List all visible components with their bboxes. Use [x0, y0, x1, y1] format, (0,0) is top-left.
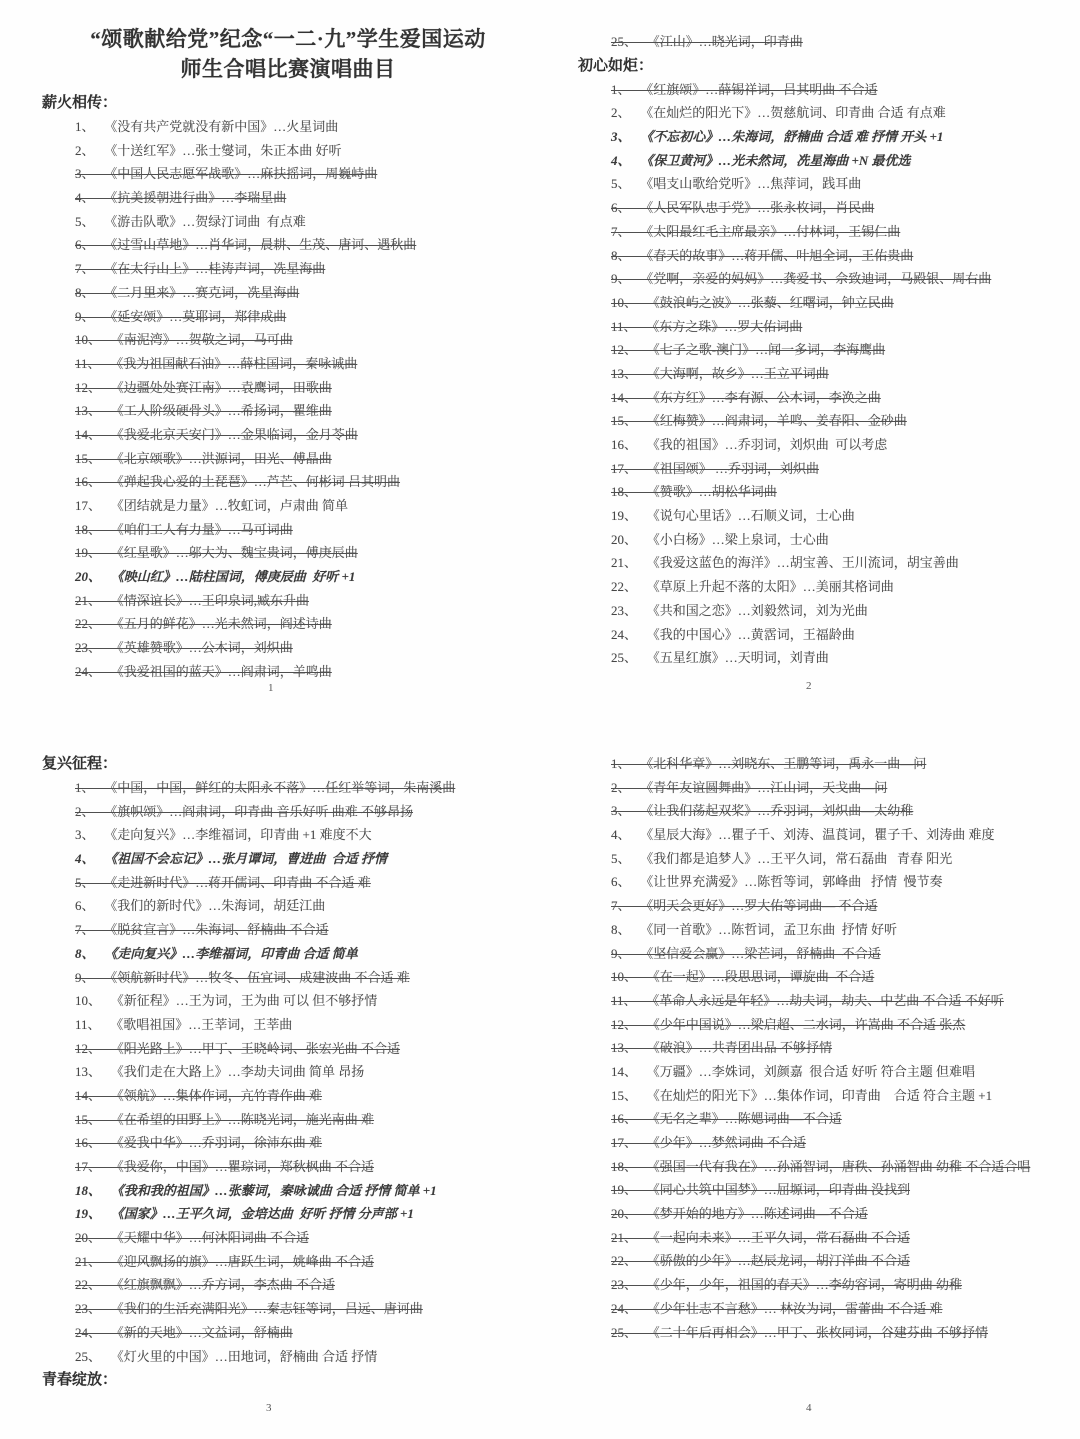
song-item: 7、 《脱贫宣言》…朱海词、舒楠曲 不合适	[75, 922, 329, 938]
song-item: 13、 《工人阶级硬骨头》…希扬词，瞿维曲	[75, 403, 332, 419]
song-item: 15、 《红梅赞》…阎肃词，羊鸣、姜春阳、金砂曲	[611, 413, 907, 429]
song-item: 9、 《领航新时代》…牧冬、伍宜词、成建波曲 不合适 难	[75, 969, 410, 985]
song-item: 20、 《天耀中华》…何沐阳词曲 不合适	[75, 1230, 310, 1246]
song-item: 16、 《弹起我心爱的土琵琶》…芦芒、何彬词 吕其明曲	[75, 474, 401, 490]
song-item: 11、 《歌唱祖国》…王莘词，王莘曲	[75, 1016, 293, 1032]
song-item: 15、 《在希望的田野上》…陈晓光词，施光南曲 难	[75, 1111, 375, 1127]
song-item: 22、 《五月的鲜花》…光未然词，阎述诗曲	[75, 616, 332, 632]
song-item: 10、 《南泥湾》…贺敬之词，马可曲	[75, 332, 293, 348]
song-item: 16、 《爱我中华》…乔羽词，徐沛东曲 难	[75, 1135, 323, 1151]
song-item: 17、 《祖国颂》 …乔羽词，刘炽曲	[611, 460, 820, 476]
song-item: 7、 《太阳最红毛主席最亲》…付林词，王锡仁曲	[611, 223, 901, 239]
page-number-1: 1	[268, 682, 274, 694]
song-item: 11、 《革命人永远是年轻》…劫夫词，劫夫、中艺曲 不合适 不好听	[611, 992, 1004, 1008]
song-item: 9、 《党啊，亲爱的妈妈》…龚爱书、佘致迪词，马殿银、周右曲	[611, 271, 992, 287]
page-title-line: 师生合唱比赛演唱曲目	[180, 57, 396, 81]
song-item: 5、 《游击队歌》…贺绿汀词曲 有点难	[75, 213, 306, 229]
song-item: 5、 《我们都是追梦人》…王平久词，常石磊曲 青春 阳光	[611, 850, 953, 866]
song-item: 8、 《同一首歌》…陈哲词，孟卫东曲 抒情 好听	[611, 921, 898, 937]
song-item: 1、 《红旗颂》…薛锡祥词，吕其明曲 不合适	[611, 81, 878, 97]
song-item: 6、 《我们的新时代》…朱海词，胡廷江曲	[75, 898, 326, 914]
song-item: 14、 《我爱北京天安门》…金果临词，金月苓曲	[75, 426, 358, 442]
song-item: 9、 《坚信爱会赢》…梁芒词，舒楠曲 不合适	[611, 945, 881, 961]
song-item: 3、 《中国人民志愿军战歌》…麻扶摇词，周巍峙曲	[75, 166, 378, 182]
song-item: 12、 《少年中国说》…梁启超、二水词，许嵩曲 不合适 张杰	[611, 1016, 966, 1032]
song-item: 14、 《万疆》…李姝词，刘颜嘉 很合适 好听 符合主题 但难唱	[611, 1063, 976, 1079]
song-item: 10、 《在一起》…段思思词，谭旋曲 不合适	[611, 969, 875, 985]
song-item: 21、 《迎风飘扬的旗》…唐跃生词，姚峰曲 不合适	[75, 1253, 375, 1269]
song-item: 6、 《过雪山草地》…肖华词，晨耕、生茂、唐诃、遇秋曲	[75, 237, 417, 253]
song-item: 8、 《春天的故事》…蒋开儒、叶旭全词，王佑贵曲	[611, 247, 914, 263]
song-item: 22、 《草原上升起不落的太阳》…美丽其格词曲	[611, 579, 894, 595]
song-item: 19、 《说句心里话》…石顺义词，士心曲	[611, 508, 855, 524]
song-item: 13、 《我们走在大路上》…李劫夫词曲 简单 昂扬	[75, 1064, 365, 1080]
song-item: 23、 《少年，少年，祖国的春天》…李幼容词，寄明曲 幼稚	[611, 1277, 963, 1293]
song-item: 15、 《北京颂歌》…洪源词，田光、傅晶曲	[75, 450, 332, 466]
song-item: 12、 《边疆处处赛江南》…袁鹰词，田歌曲	[75, 379, 332, 395]
song-item: 17、 《少年》…梦然词曲 不合适	[611, 1135, 807, 1150]
song-item: 16、 《我的祖国》…乔羽词，刘炽曲 可以考虑	[611, 437, 888, 452]
page-4	[578, 752, 1080, 1344]
page-number-2: 2	[806, 680, 812, 692]
song-item: 22、 《红旗飘飘》…乔方词，李杰曲 不合适	[75, 1277, 336, 1293]
song-item: 20、 《小白杨》…梁上泉词，士心曲	[611, 531, 829, 547]
song-item: 23、 《共和国之恋》…刘毅然词，刘为光曲	[611, 602, 868, 618]
section-heading: 青春绽放：	[42, 1372, 118, 1389]
song-item: 8、 《走向复兴》…李维福词，印青曲 合适 简单	[75, 945, 358, 961]
song-item: 24、 《我爱祖国的蓝天》…阎肃词，羊鸣曲	[75, 663, 332, 679]
song-item: 3、 《让我们荡起双桨》…乔羽词，刘炽曲—太幼稚	[611, 803, 914, 819]
song-item: 4、 《保卫黄河》…光未然词，冼星海曲 +N 最优选	[611, 152, 911, 168]
song-item: 25、 《江山》…晓光词，印青曲	[611, 34, 803, 49]
song-item: 14、 《东方红》…李有源、公木词，李涣之曲	[611, 389, 881, 405]
song-item: 20、 《梦开始的地方》…陈述词曲—不合适	[611, 1206, 868, 1222]
section-heading: 复兴征程：	[42, 756, 118, 772]
song-item: 22、 《骄傲的少年》…赵辰龙词，胡汀洋曲 不合适	[611, 1253, 911, 1269]
song-item: 21、 《我爱这蓝色的海洋》…胡宝善、王川流词，胡宝善曲	[611, 555, 959, 571]
song-item: 1、 《中国，中国，鲜红的太阳永不落》…任红举等词，朱南溪曲	[75, 780, 456, 795]
song-item: 5、 《走进新时代》…蒋开儒词、印青曲 不合适 难	[75, 874, 371, 890]
song-item: 10、 《新征程》…王为词，王为曲 可以 但不够抒情	[75, 993, 378, 1009]
song-item: 21、 《一起向未来》…王平久词，常石磊曲 不合适	[611, 1229, 911, 1245]
song-item: 25、 《灯火里的中国》…田地词，舒楠曲 合适 抒情	[75, 1348, 378, 1364]
song-item: 8、 《二月里来》…赛克词，冼星海曲	[75, 284, 300, 300]
song-item: 2、 《十送红军》…张士燮词，朱正本曲 好听	[75, 142, 342, 158]
song-item: 23、 《我们的生活充满阳光》…秦志钰等词，吕远、唐诃曲	[75, 1301, 423, 1317]
song-item: 25、 《二十年后再相会》…甲丁、张枚同词，谷建芬曲 不够抒情	[611, 1324, 989, 1340]
song-item: 19、 《国家》…王平久词，金培达曲 好听 抒情 分声部 +1	[75, 1206, 414, 1222]
section-heading: 薪火相传：	[42, 95, 118, 111]
song-item: 17、 《我爱你，中国》…瞿琮词，郑秋枫曲 不合适	[75, 1159, 375, 1174]
song-item: 16、 《无名之辈》…陈媤词曲—不合适	[611, 1111, 842, 1127]
song-item: 14、 《领航》…集体作词，亢竹青作曲 难	[75, 1087, 323, 1103]
song-item: 3、 《不忘初心》…朱海词，舒楠曲 合适 难 抒情 开头 +1	[611, 129, 944, 145]
song-item: 18、 《强国一代有我在》…孙涌智词，唐秩、孙涌智曲 幼稚 不合适合唱	[611, 1158, 1031, 1174]
song-item: 21、 《情深谊长》…王印泉词,臧东升曲	[75, 592, 310, 608]
song-item: 1、 《北科华章》…刘晓东、王鹏等词，禹永一曲—问	[611, 756, 927, 771]
song-item: 19、 《同心共筑中国梦》…屈塬词，印青曲 没找到	[611, 1182, 911, 1198]
song-item: 11、 《东方之珠》…罗大佑词曲	[611, 318, 803, 334]
page-3	[42, 752, 572, 1392]
song-item: 24、 《少年壮志不言愁》… 林汝为词，雷蕾曲 不合适 难	[611, 1300, 943, 1316]
page-number-3: 3	[266, 1402, 272, 1414]
song-item: 9、 《延安颂》…莫耶词，郑律成曲	[75, 308, 287, 324]
page-title-line: “颂歌献给党”纪念“一二·九”学生爱国运动	[90, 27, 486, 51]
song-item: 6、 《让世界充满爱》…陈哲等词，郭峰曲 抒情 慢节奏	[611, 874, 943, 890]
song-item: 7、 《在太行山上》…桂涛声词，冼星海曲	[75, 261, 326, 277]
song-item: 2、 《旗帜颂》…阎肃词，印青曲 音乐好听 曲难 不够昂扬	[75, 803, 414, 819]
song-item: 18、 《咱们工人有力量》…马可词曲	[75, 521, 293, 537]
song-item: 2、 《在灿烂的阳光下》…贺慈航词、印青曲 合适 有点难	[611, 105, 946, 121]
song-item: 4、 《星辰大海》…瞿子千、刘涛、温莨词，瞿子千、刘涛曲 难度	[611, 827, 995, 843]
section-heading: 初心如炬：	[578, 57, 654, 74]
song-item: 11、 《我为祖国献石油》…薛柱国词，秦咏诚曲	[75, 355, 358, 371]
page-2	[578, 30, 1080, 670]
song-item: 13、 《大海啊，故乡》…王立平词曲	[611, 365, 829, 381]
song-item: 20、 《映山红》…陆柱国词，傅庚辰曲 好听 +1	[75, 569, 356, 585]
song-item: 5、 《唱支山歌给党听》…焦萍词，践耳曲	[611, 176, 862, 192]
song-item: 18、 《赞歌》…胡松华词曲	[611, 484, 777, 500]
song-item: 12、 《阳光路上》…甲丁、王晓岭词、张宏光曲 不合适	[75, 1040, 401, 1056]
song-item: 19、 《红星歌》…邬大为、魏宝贵词，傅庚辰曲	[75, 545, 358, 561]
song-item: 15、 《在灿烂的阳光下》…集体作词，印青曲 合适 符合主题 +1	[611, 1087, 993, 1103]
song-item: 18、 《我和我的祖国》…张藜词，秦咏诚曲 合适 抒情 简单 +1	[75, 1182, 437, 1198]
song-item: 23、 《英雄赞歌》…公木词，刘炽曲	[75, 640, 293, 656]
song-item: 6、 《人民军队忠于党》…张永枚词，肖民曲	[611, 200, 875, 216]
song-item: 1、 《没有共产党就没有新中国》…火星词曲	[75, 119, 339, 134]
song-item: 4、 《祖国不会忘记》…张月谭词，曹进曲 合适 抒情	[75, 851, 388, 867]
song-item: 17、 《团结就是力量》…牧虹词，卢肃曲 简单	[75, 498, 349, 513]
song-item: 13、 《破浪》…共青团出品 不够抒情	[611, 1040, 833, 1056]
song-item: 2、 《青年友谊圆舞曲》…江山词，天戈曲—问	[611, 779, 888, 795]
song-item: 25、 《五星红旗》…天明词，刘青曲	[611, 650, 829, 666]
page-number-4: 4	[806, 1402, 812, 1414]
song-item: 12、 《七子之歌-澳门》…闻一多词，李海鹰曲	[611, 342, 886, 358]
song-item: 10、 《鼓浪屿之波》…张藜、红曙词，钟立民曲	[611, 294, 894, 310]
song-item: 24、 《新的天地》…文益词，舒楠曲	[75, 1324, 293, 1340]
page-1	[42, 24, 534, 684]
song-item: 7、 《明天会更好》…罗大佑等词曲— 不合适	[611, 898, 878, 914]
song-item: 4、 《抗美援朝进行曲》…李瑞星曲	[75, 190, 287, 206]
page-title	[42, 24, 534, 84]
song-item: 3、 《走向复兴》…李维福词，印青曲 +1 难度不大	[75, 827, 372, 843]
song-item: 24、 《我的中国心》…黄霑词，王福龄曲	[611, 626, 855, 642]
